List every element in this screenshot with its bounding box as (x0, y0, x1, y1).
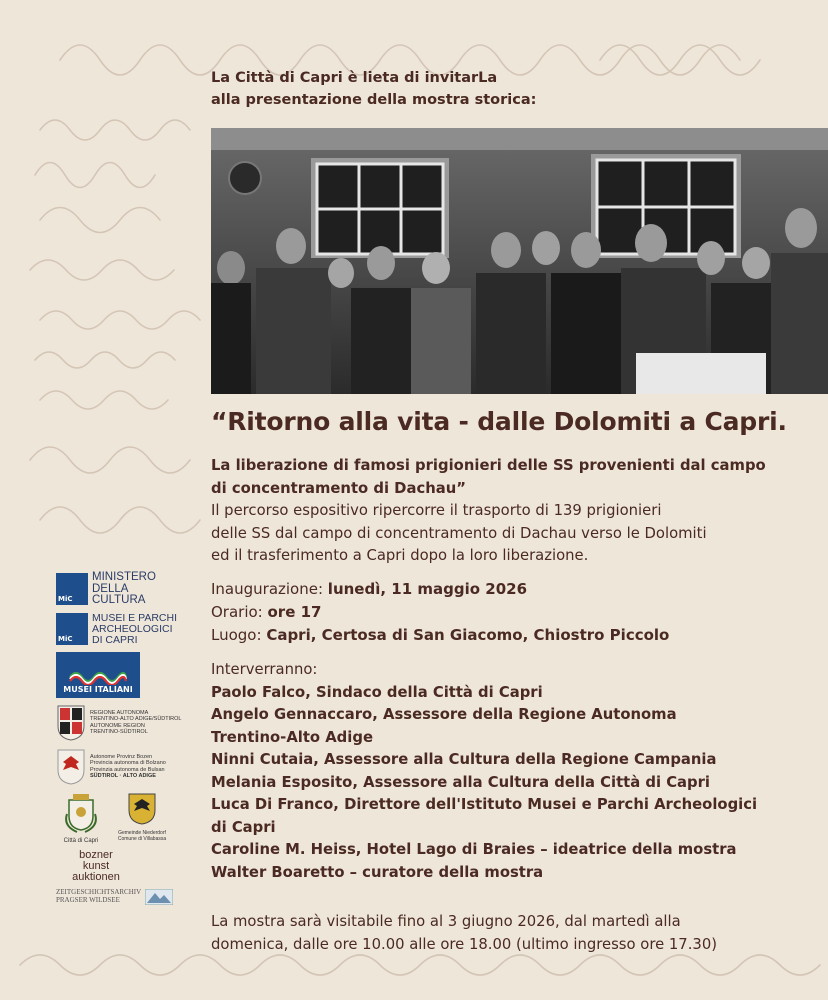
intro-text (211, 67, 536, 111)
regione-crest-icon (56, 704, 86, 742)
speakers-section (211, 659, 811, 884)
musei-italiani-icon (68, 669, 128, 685)
speaker-line: Caroline M. Heiss, Hotel Lago di Braies – ideatrice della mostra (211, 841, 737, 858)
inauguration-label: Inaugurazione: (211, 580, 328, 598)
speaker-line: Luca Di Franco, Direttore dell'Istituto Musei e Parchi Archeologici (211, 796, 758, 813)
footer-line-1: La mostra sarà visitabile fino al 3 giugno 2026, dal martedì alla (211, 913, 681, 930)
bozner-line: bozner (79, 848, 113, 861)
footer-line-2: domenica, dalle ore 10.00 alle ore 18.00 (ultimo ingresso ore 17.30) (211, 935, 718, 953)
location-value: Capri, Certosa di San Giacomo, Chiostro Piccolo (266, 626, 670, 644)
logo-provincia-bolzano (56, 748, 196, 786)
historical-photo (211, 128, 828, 394)
logo-musei-parchi-capri (56, 613, 196, 646)
ministero-line: DELLA (92, 582, 129, 595)
provinz-line: SÜDTIROL · ALTO ADIGE (90, 773, 156, 779)
time-label: Orario: (211, 603, 268, 621)
ministero-line: MINISTERO (92, 571, 156, 583)
musei-line: DI CAPRI (92, 633, 138, 646)
exhibition-subtitle (211, 455, 771, 500)
capri-crest-icon (63, 792, 99, 834)
musei-line: ARCHEOLOGICI (92, 622, 173, 635)
description-line-2: delle SS dal campo di concentramento di Dachau verso le Dolomiti (211, 524, 707, 542)
logo-regione-trentino (56, 704, 196, 742)
logo-comune-villabassa (112, 792, 172, 842)
logo-ministero-cultura (56, 572, 196, 607)
exhibition-description (211, 500, 811, 568)
logo-citta-capri (56, 792, 106, 844)
event-info (211, 578, 669, 647)
regione-line: AUTONOME REGION (90, 722, 145, 729)
location-label: Luogo: (211, 626, 267, 644)
mountain-icon (145, 889, 173, 905)
regione-line: TRENTINO-SÜDTIROL (90, 729, 148, 735)
logo-zeitgeschichtsarchiv (56, 889, 196, 905)
subtitle-line-2: di concentramento di Dachau” (211, 479, 466, 497)
villabassa-crest-icon (127, 792, 157, 826)
speaker-line: Walter Boaretto – curatore della mostra (211, 863, 544, 881)
bozner-line: auktionen (72, 870, 120, 883)
description-line-3: ed il trasferimento a Capri dopo la loro liberazione. (211, 547, 589, 564)
mic-logo-icon: MiC (56, 613, 88, 645)
speaker-line: Ninni Cutaia, Assessore alla Cultura della Regione Campania (211, 751, 717, 768)
time-value: ore 17 (267, 603, 322, 621)
location-row (211, 624, 669, 647)
speaker-line: Melania Esposito, Assessore alla Cultura della Città di Capri (211, 773, 711, 791)
provinz-line: Autonome Provinz Bozen (90, 753, 153, 760)
inauguration-row (211, 578, 669, 601)
speaker-line: Trentino-Alto Adige (211, 728, 373, 746)
speakers-heading: Interverranno: (211, 661, 318, 678)
intro-line-1: La Città di Capri è lieta di invitarLa (211, 70, 498, 86)
speaker-line: Angelo Gennaccaro, Assessore della Regione Autonoma (211, 706, 677, 723)
sponsor-logos (56, 572, 196, 911)
inauguration-value: lunedì, 11 maggio 2026 (327, 580, 528, 598)
speaker-line: di Capri (211, 818, 276, 836)
musei-line: MUSEI E PARCHI (92, 611, 177, 624)
gemeinde-line: Comune di Villabassa (117, 835, 167, 842)
subtitle-line-1: La liberazione di famosi prigionieri delle SS provenienti dal campo (211, 457, 766, 474)
logo-musei-italiani (56, 652, 196, 698)
regione-line: REGIONE AUTONOMA (90, 709, 149, 716)
exhibition-title: “Ritorno alla vita - dalle Dolomiti a Capri. (211, 407, 787, 436)
capri-label: Città di Capri (63, 837, 99, 844)
provinz-line: Provinzia autonoma de Bulsan (90, 766, 165, 773)
visiting-info (211, 911, 811, 956)
bozner-line: kunst (82, 859, 110, 872)
eagle-crest-icon (56, 748, 86, 786)
time-row (211, 601, 669, 624)
zeit-line: PRAGSER WILDSEE (56, 895, 120, 904)
description-line-1: Il percorso espositivo ripercorre il trasporto di 139 prigionieri (211, 502, 662, 519)
gemeinde-line: Gemeinde Niederdorf (118, 829, 166, 836)
zeit-line: ZEITGESCHICHTSARCHIV (56, 888, 142, 896)
logo-row-comuni (56, 792, 196, 844)
provinz-line: Provincia autonoma di Bolzano (90, 760, 166, 766)
logo-bozner-kunst (56, 850, 136, 883)
musei-italiani-label: MUSEI ITALIANI (63, 684, 133, 694)
ministero-line: CULTURA (92, 594, 146, 606)
speaker-line: Paolo Falco, Sindaco della Città di Capri (211, 683, 543, 701)
intro-line-2: alla presentazione della mostra storica: (211, 92, 537, 108)
regione-line: TRENTINO-ALTO ADIGE/SÜDTIROL (90, 716, 182, 722)
mic-logo-icon: MiC (56, 573, 88, 605)
